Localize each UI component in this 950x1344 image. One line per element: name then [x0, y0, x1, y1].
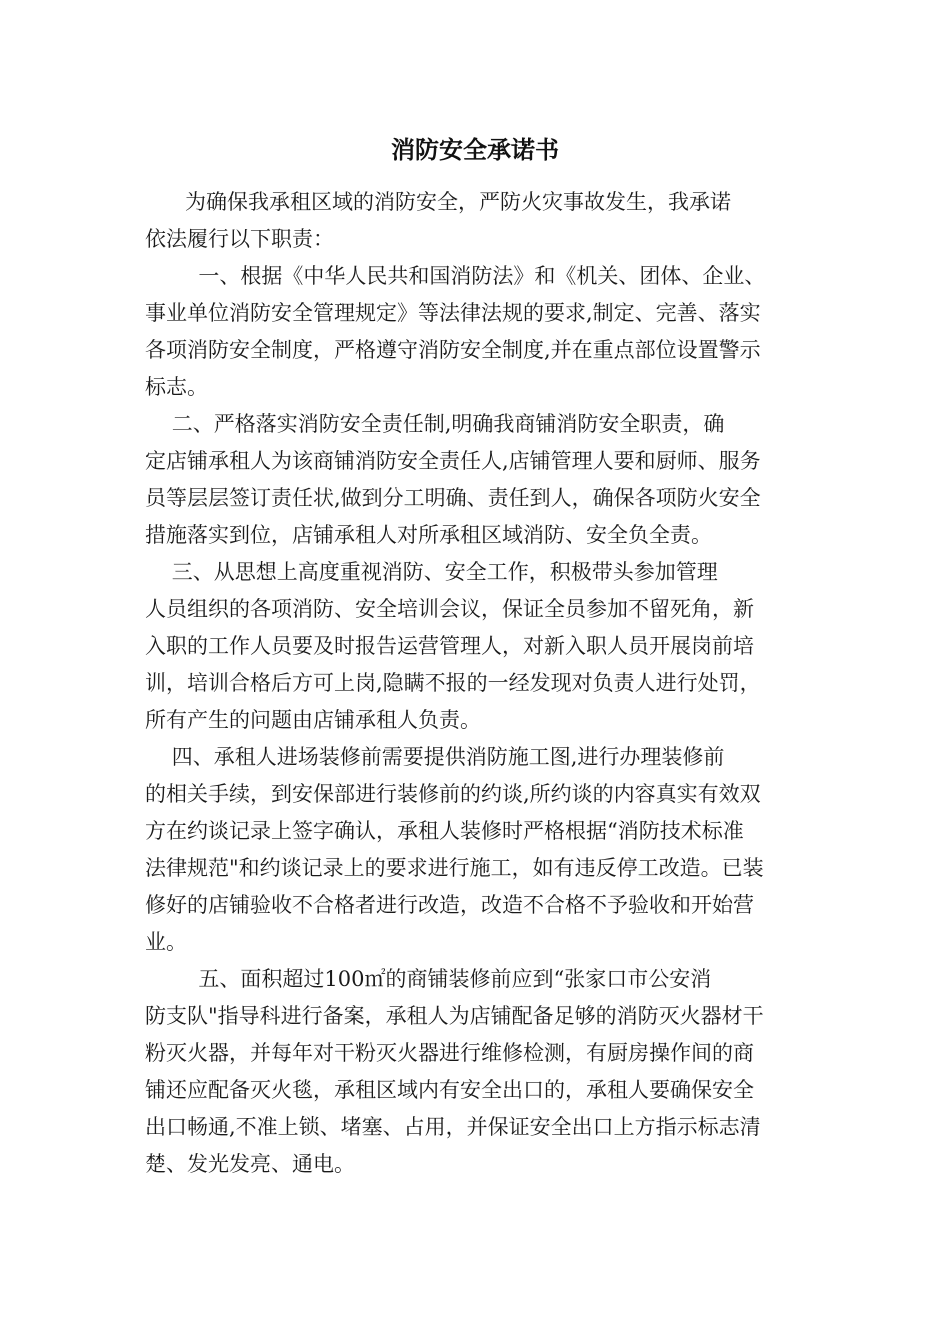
- text-line: 依法履行以下职责：: [145, 227, 334, 251]
- text-line: 标志。: [145, 375, 208, 399]
- text-line: 定店铺承租人为该商铺消防安全责任人,店铺管理人要和厨师、服务: [145, 449, 761, 473]
- text-line: 事业单位消防安全管理规定》等法律法规的要求,制定、完善、落实: [145, 301, 761, 325]
- text-line: 三、从思想上高度重视消防、安全工作，积极带头参加管理: [145, 560, 718, 584]
- text-line: 铺还应配备灭火毯，承租区域内有安全出口的，承租人要确保安全: [145, 1078, 754, 1102]
- text-line: 四、承租人进场装修前需要提供消防施工图,进行办理装修前: [145, 745, 725, 769]
- text-line: 为确保我承租区域的消防安全，严防火灾事故发生，我承诺: [145, 190, 732, 214]
- paragraph: [145, 406, 807, 554]
- paragraph: [145, 554, 807, 739]
- paragraph: [145, 739, 807, 961]
- text-line: 修好的店铺验收不合格者进行改造，改造不合格不予验收和开始营: [145, 893, 754, 917]
- text-line: 训，培训合格后方可上岗,隐瞒不报的一经发现对负责人进行处罚，: [145, 671, 761, 695]
- text-line: 入职的工作人员要及时报告运营管理人，对新入职人员开展岗前培: [145, 634, 754, 658]
- text-line: 的相关手续，到安保部进行装修前的约谈,所约谈的内容真实有效双: [145, 782, 761, 806]
- text-line: 所有产生的问题由店铺承租人负责。: [145, 708, 481, 732]
- text-line: 人员组织的各项消防、安全培训会议，保证全员参加不留死角，新: [145, 597, 754, 621]
- paragraph: [145, 184, 807, 258]
- text-line: 各项消防安全制度，严格遵守消防安全制度,并在重点部位设置警示: [145, 338, 761, 362]
- text-line: 二、严格落实消防安全责任制,明确我商铺消防安全职责，确: [145, 412, 725, 436]
- paragraph: [145, 258, 807, 406]
- document-title: 消防安全承诺书: [391, 135, 559, 164]
- text-line: 楚、发光发亮、通电。: [145, 1152, 355, 1176]
- document-body: [145, 184, 807, 1183]
- text-line: 员等层层签订责任状,做到分工明确、责任到人，确保各项防火安全: [145, 486, 761, 510]
- text-line: 法律规范"和约谈记录上的要求进行施工，如有违反停工改造。已装: [145, 856, 764, 880]
- text-line: 措施落实到位，店铺承租人对所承租区域消防、安全负全责。: [145, 523, 712, 547]
- text-line: 粉灭火器，并每年对干粉灭火器进行维修检测，有厨房操作间的商: [145, 1041, 754, 1065]
- text-line: 业。: [145, 930, 187, 954]
- text-line: 出口畅通,不准上锁、堵塞、占用，并保证安全出口上方指示标志清: [145, 1115, 761, 1139]
- text-line: 一、根据《中华人民共和国消防法》和《机关、团体、企业、: [145, 264, 766, 288]
- text-line: 方在约谈记录上签字确认，承租人装修时严格根据“消防技术标准: [145, 819, 744, 843]
- text-line: 五、面积超过100㎡的商铺装修前应到“张家口市公安消: [145, 967, 712, 991]
- paragraph: [145, 961, 807, 1183]
- text-line: 防支队"指导科进行备案，承租人为店铺配备足够的消防灭火器材干: [145, 1004, 764, 1028]
